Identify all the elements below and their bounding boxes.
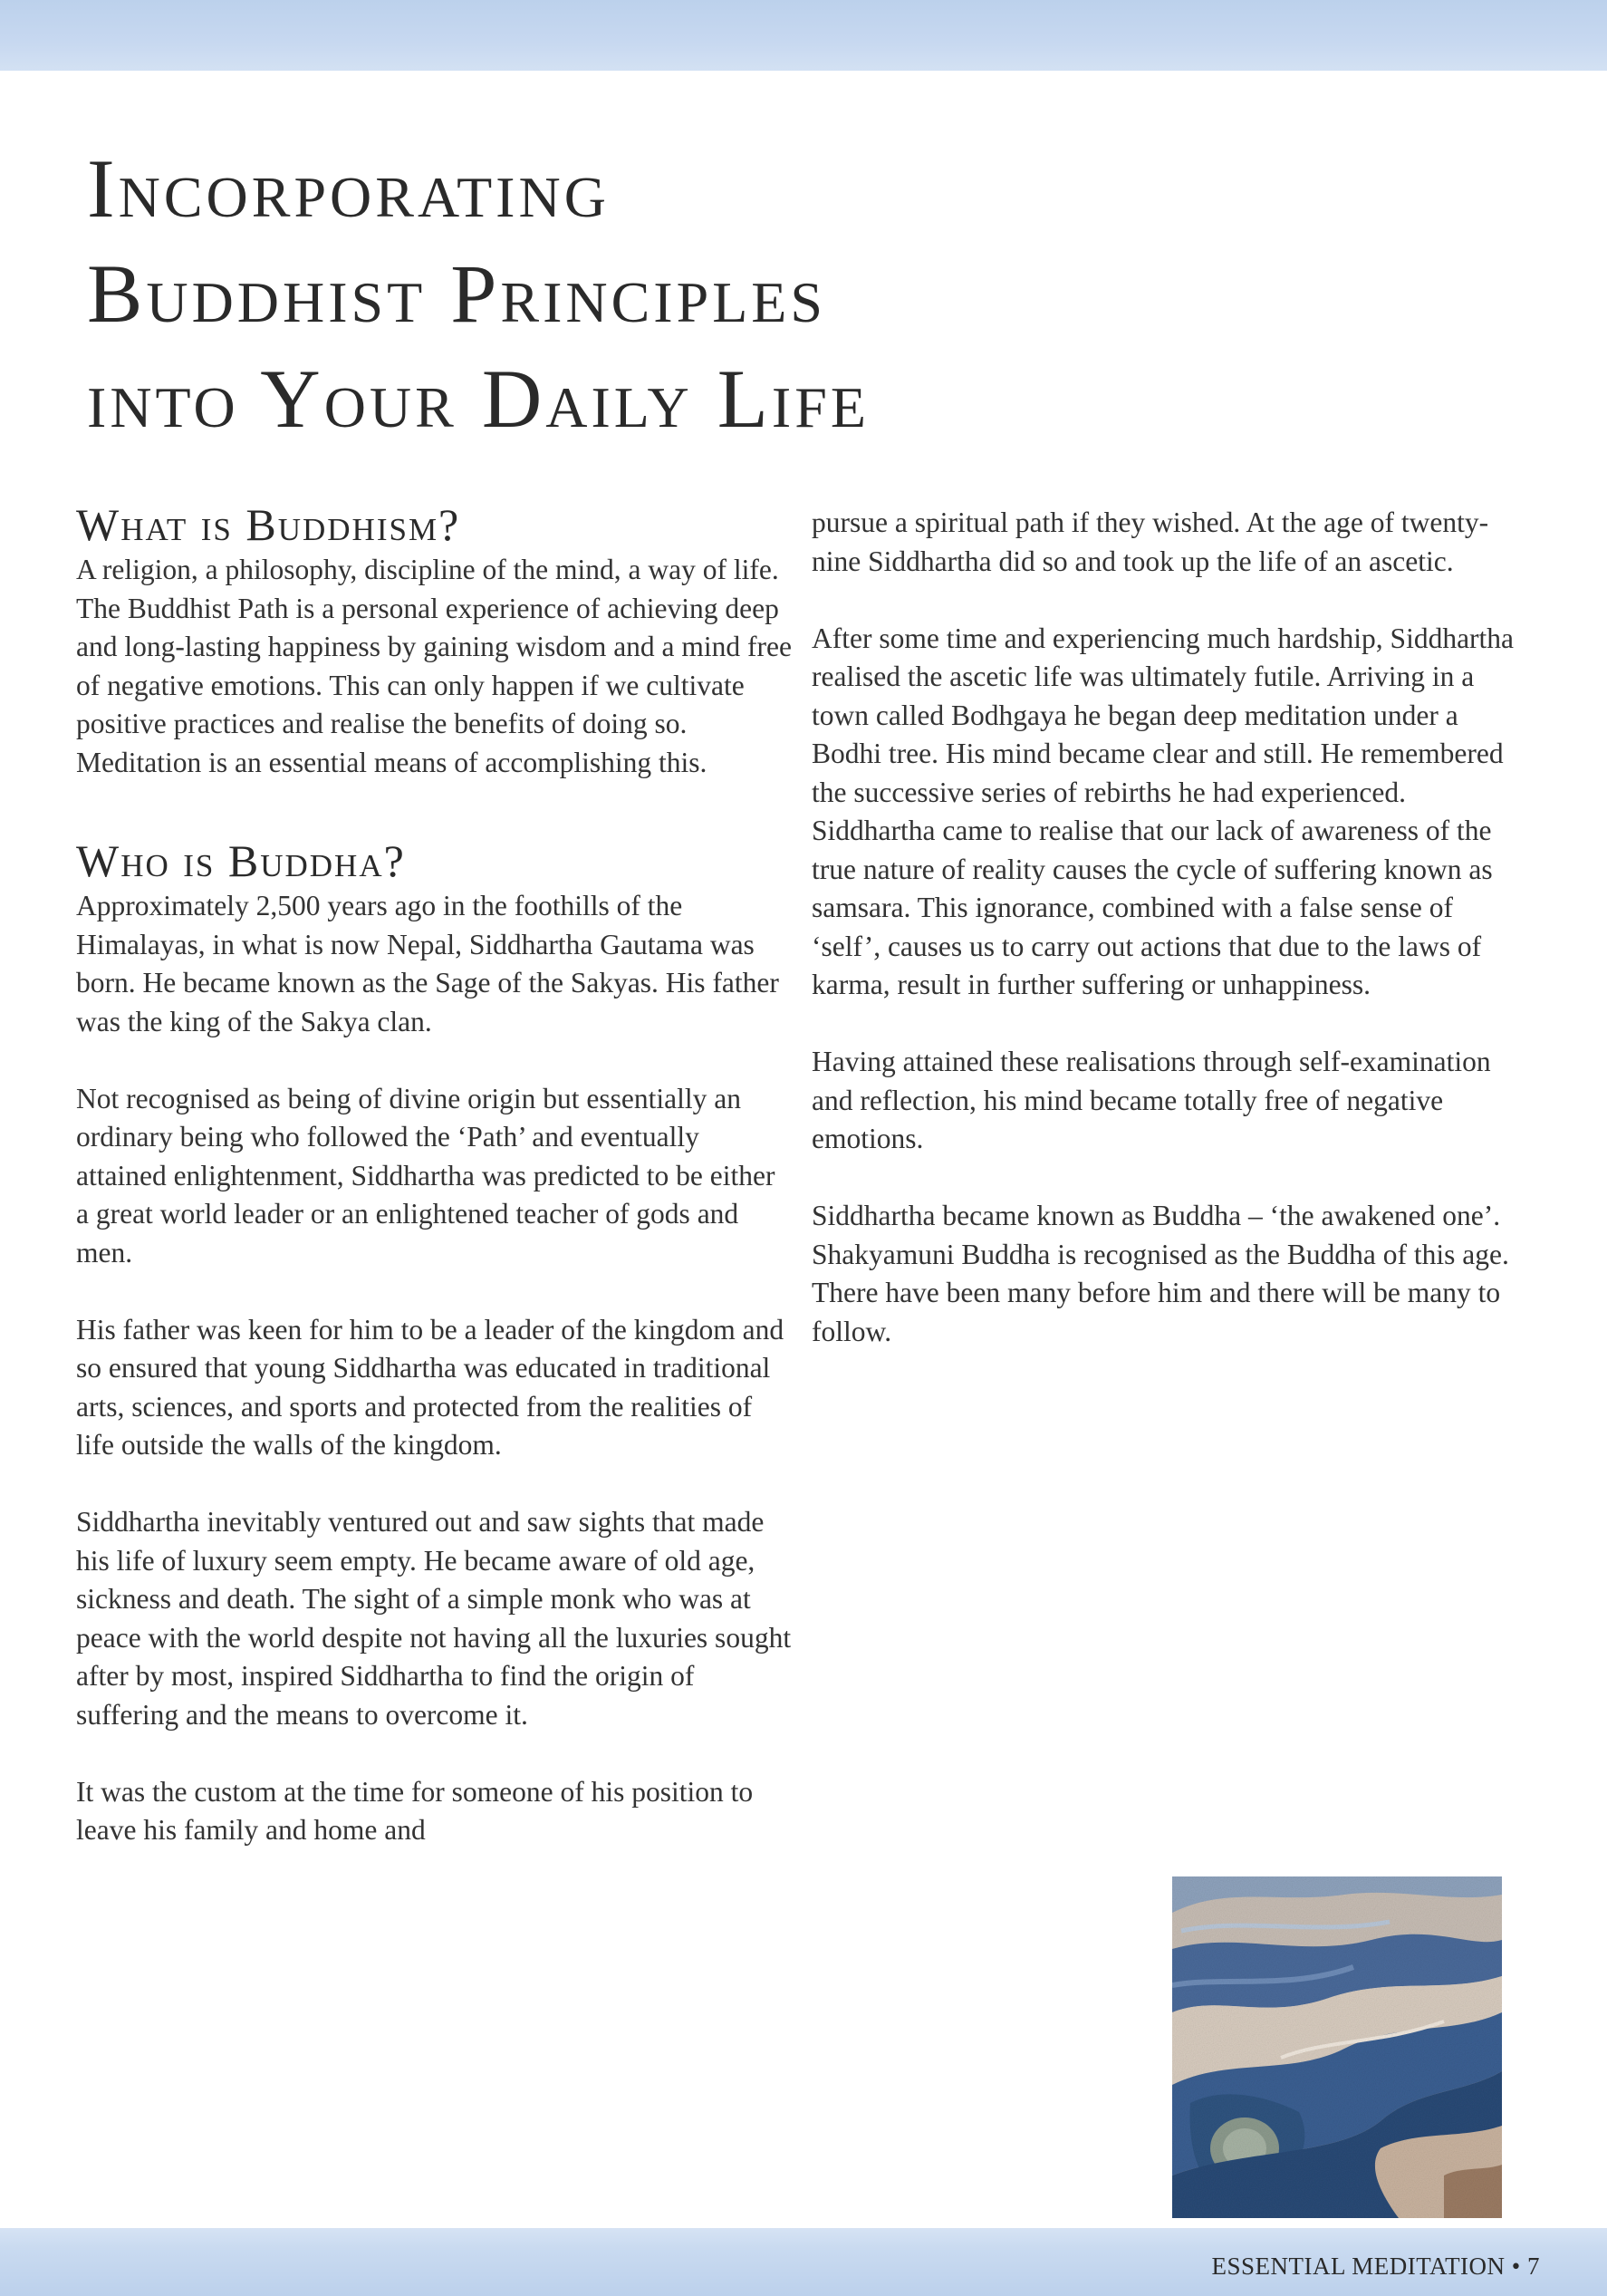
page-title — [87, 136, 1265, 451]
title-line-3: into Your Daily Life — [87, 352, 870, 445]
top-color-band — [0, 0, 1607, 71]
title-line-1: Incorporating — [87, 142, 610, 235]
paragraph-spiritual-path: pursue a spiritual path if they wished. At the age of twenty-nine Siddhartha did so and took up the life of an ascetic. — [812, 506, 1489, 577]
paragraph-meditation-bodhgaya: After some time and experiencing much hardship, Siddhartha realised the ascetic life was ultimately futile. Arriving in a town called Bodhgaya he began deep meditation under a Bodhi tree. His mind became clear and still. He remembered the successive series of rebirths he had experienced. Siddhartha came to realise that our lack of awareness of the true nature of reality causes the cycle of suffering known as samsara. This ignorance, combined with a false sense of ‘self’, causes us to carry out actions that due to the laws of karma, result in further suffering or unhappiness. — [812, 622, 1515, 1000]
decorative-painting-image — [1172, 1876, 1502, 2218]
title-line-2: Buddhist Principles — [87, 247, 826, 340]
footer-running-title: ESSENTIAL MEDITATION • 7 — [1211, 2253, 1540, 2280]
section-heading-who-is-buddha: Who is Buddha? — [76, 835, 406, 886]
paragraph-prediction: Not recognised as being of divine origin but essentially an ordinary being who followed the ‘Path’ and eventually attained enlightenment, Siddhartha was predicted to be either a great world leader or an enlightened teacher of gods and men. — [76, 1082, 775, 1269]
paragraph-birth: Approximately 2,500 years ago in the foothills of the Himalayas, in what is now Nepal, Siddhartha Gautama was born. He became known as the Sage of the Sakyas. His father was the king of the Sakya clan. — [76, 890, 779, 1037]
paragraph-custom: It was the custom at the time for someone of his position to leave his family and home and — [76, 1775, 754, 1846]
right-column — [812, 504, 1518, 1351]
section-heading-what-is-buddhism: What is Buddhism? — [76, 499, 461, 550]
paragraph-realisations: Having attained these realisations through self-examination and reflection, his mind became totally free of negative emotions. — [812, 1046, 1491, 1154]
paragraph-ventured-out: Siddhartha inevitably ventured out and saw sights that made his life of luxury seem empty. He became aware of old age, sickness and death. The sight of a simple monk who was at peace with the world despite not having all the luxuries sought after by most, inspired Siddhartha to find the origin of suffering and the means to overcome it. — [76, 1506, 792, 1731]
paragraph-awakened-one: Siddhartha became known as Buddha – ‘the awakened one’. Shakyamuni Buddha is recognised as the Buddha of this age. There have been many before him and there will be many to follow. — [812, 1200, 1509, 1347]
paragraph-what-is-buddhism: A religion, a philosophy, discipline of the mind, a way of life. The Buddhist Path is a personal experience of achieving deep and long-lasting happiness by gaining wisdom and a mind free of negative emotions. This can only happen if we cultivate positive practices and realise the benefits of doing so. Meditation is an essential means of accomplishing this. — [76, 554, 792, 778]
left-column — [76, 498, 792, 1850]
paragraph-father: His father was keen for him to be a leader of the kingdom and so ensured that young Siddhartha was educated in traditional arts, sciences, and sports and protected from the realities of life outside the walls of the kingdom. — [76, 1313, 784, 1461]
